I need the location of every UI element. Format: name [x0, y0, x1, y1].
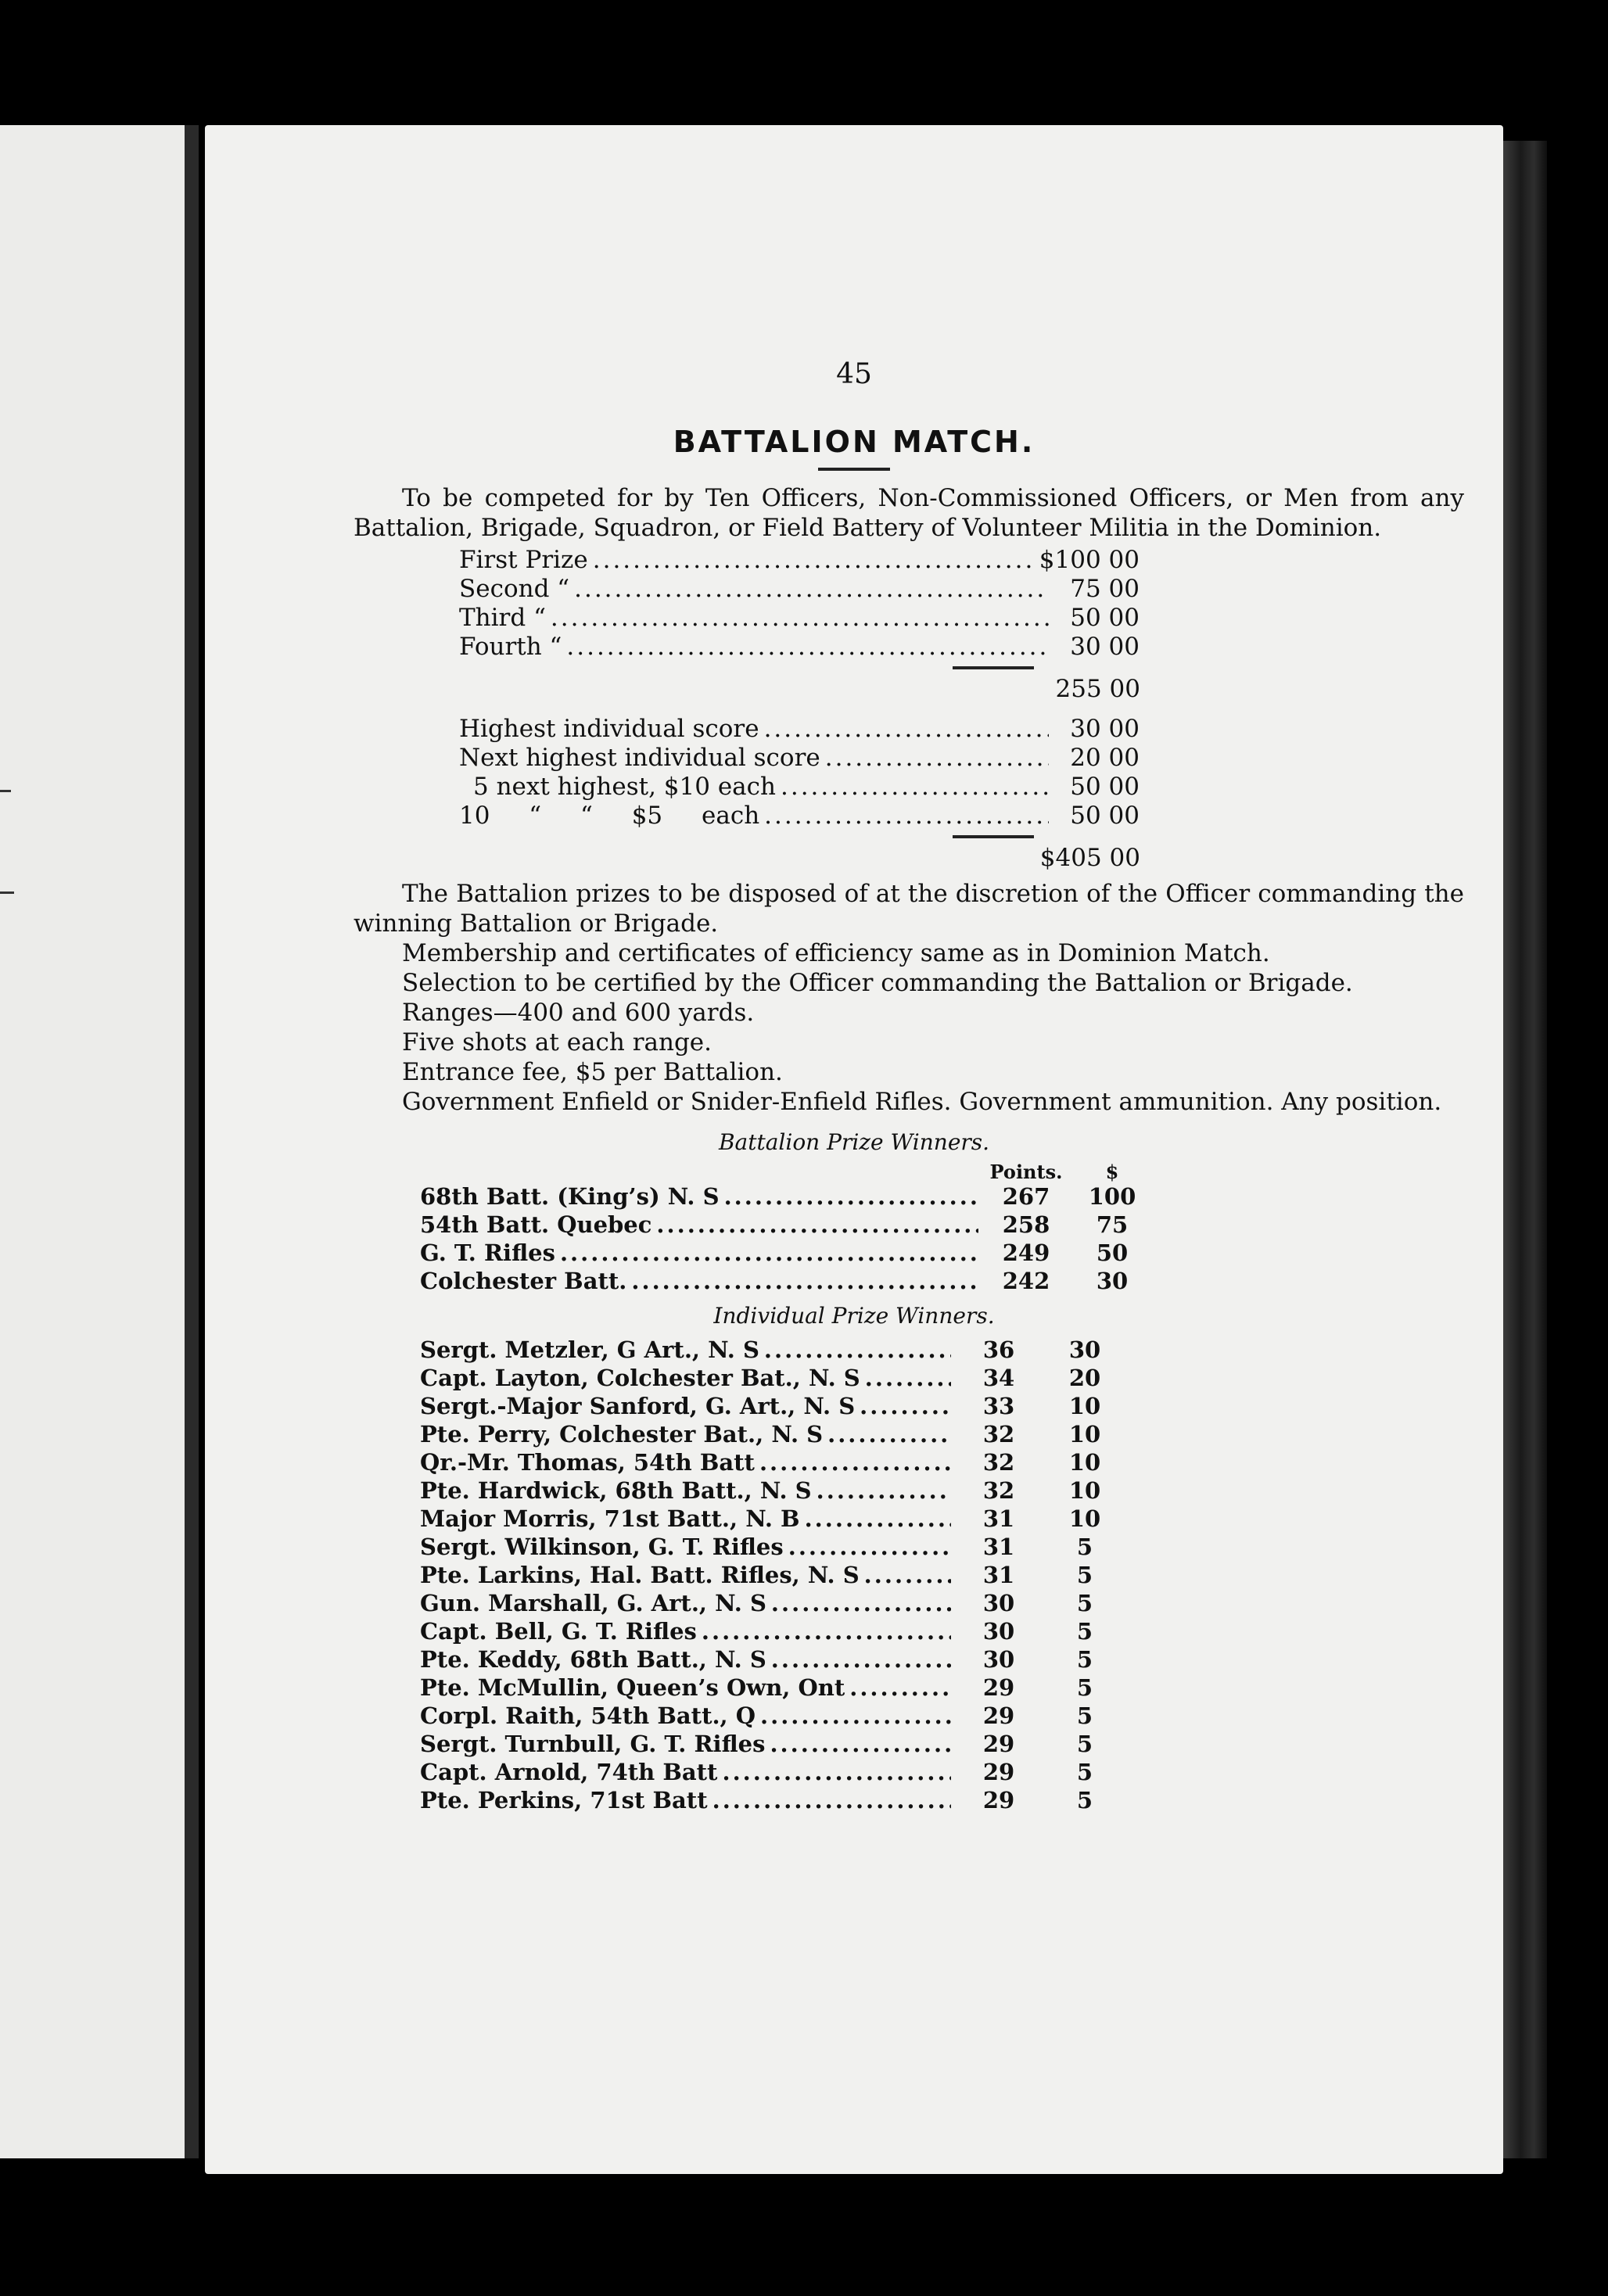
prize-row: Second “ ..... 75 00	[459, 575, 1140, 604]
book-page	[205, 125, 1503, 2174]
title-rule	[818, 468, 890, 471]
table-row: Capt. Arnold, 74th Batt ..... 29 5	[420, 1758, 1128, 1786]
rules-paragraph: Entrance fee, $5 per Battalion.	[402, 1058, 783, 1086]
table-row: 68th Batt. (King’s) N. S ..... 267 100	[420, 1182, 1155, 1211]
table-row: Pte. Perry, Colchester Bat., N. S ..... 32 10	[420, 1420, 1128, 1448]
prize-list	[459, 546, 1140, 662]
prize-row: 10 “ “ $5 each ..... 50 00	[459, 802, 1140, 831]
rules-paragraph: Five shots at each range.	[402, 1028, 712, 1057]
table-row: G. T. Rifles ..... 249 50	[420, 1239, 1155, 1267]
battalion-winners-heading: Battalion Prize Winners.	[718, 1129, 990, 1155]
individual-prize-list	[459, 715, 1140, 831]
table-row: Pte. Hardwick, 68th Batt., N. S ..... 32 10	[420, 1476, 1128, 1505]
table-row: Capt. Bell, G. T. Rifles ..... 30 5	[420, 1617, 1128, 1645]
table-row: Sergt.-Major Sanford, G. Art., N. S ..... 33 10	[420, 1392, 1128, 1420]
table-row: Capt. Layton, Colchester Bat., N. S ..... 34 20	[420, 1364, 1128, 1392]
rules-paragraph: The Battalion prizes to be disposed of at the discretion of the Officer commanding the winning Battalion or Brigade.	[354, 880, 1464, 938]
total-rule	[953, 835, 1034, 838]
rules-paragraph: Membership and certificates of efficiency same as in Dominion Match.	[402, 939, 1270, 967]
table-row: Colchester Batt. ..... 242 30	[420, 1267, 1155, 1295]
facing-page-mark	[0, 891, 14, 894]
table-row: Sergt. Turnbull, G. T. Rifles ..... 29 5	[420, 1730, 1128, 1758]
prize-row: 5 next highest, $10 each ..... 50 00	[459, 773, 1140, 802]
prize-row: Highest individual score ..... 30 00	[459, 715, 1140, 744]
rules-paragraph: Ranges—400 and 600 yards.	[402, 999, 755, 1027]
table-row: Major Morris, 71st Batt., N. B ..... 31 10	[420, 1505, 1128, 1533]
winners-column-headers	[420, 1162, 1155, 1182]
book-page-edges	[1503, 141, 1547, 2158]
prizes-subtotal: 255 00	[1055, 675, 1140, 703]
prize-column-header: $	[1105, 1161, 1119, 1183]
table-row: 54th Batt. Quebec ..... 258 75	[420, 1211, 1155, 1239]
prize-row: Next highest individual score ..... 20 00	[459, 744, 1140, 773]
intro-paragraph: To be competed for by Ten Officers, Non-Commissioned Officers, or Men from any Battalion, Brigade, Squadron, or Field Battery of Volunteer Militia in the Dominion.	[354, 484, 1464, 542]
rules-paragraph: Government Enfield or Snider-Enfield Rifles. Government ammunition. Any position.	[402, 1088, 1442, 1116]
points-column-header: Points.	[989, 1161, 1063, 1183]
page-title: BATTALION MATCH.	[673, 425, 1036, 459]
table-row: Pte. McMullin, Queen’s Own, Ont ..... 29 5	[420, 1674, 1128, 1702]
table-row: Gun. Marshall, G. Art., N. S ..... 30 5	[420, 1589, 1128, 1617]
page-number: 45	[836, 358, 872, 390]
battalion-winners-table	[420, 1162, 1155, 1295]
individual-winners-table	[420, 1336, 1128, 1814]
book-gutter	[185, 125, 199, 2158]
table-row: Pte. Keddy, 68th Batt., N. S ..... 30 5	[420, 1645, 1128, 1674]
table-row: Pte. Perkins, 71st Batt ..... 29 5	[420, 1786, 1128, 1814]
table-row: Qr.-Mr. Thomas, 54th Batt ..... 32 10	[420, 1448, 1128, 1476]
facing-page	[0, 125, 196, 2158]
table-row: Sergt. Metzler, G Art., N. S ..... 36 30	[420, 1336, 1128, 1364]
table-row: Pte. Larkins, Hal. Batt. Rifles, N. S ..... 31 5	[420, 1561, 1128, 1589]
prize-row: Fourth “ ..... 30 00	[459, 633, 1140, 662]
page-content	[354, 360, 1464, 1814]
individual-winners-heading: Individual Prize Winners.	[713, 1303, 995, 1329]
table-row: Corpl. Raith, 54th Batt., Q ..... 29 5	[420, 1702, 1128, 1730]
rules-paragraph: Selection to be certified by the Officer commanding the Battalion or Brigade.	[402, 969, 1353, 997]
prize-row: First Prize ..... $100 00	[459, 546, 1140, 575]
grand-total: $405 00	[1039, 844, 1140, 872]
subtotal-rule	[953, 666, 1034, 669]
table-row: Sergt. Wilkinson, G. T. Rifles ..... 31 5	[420, 1533, 1128, 1561]
prize-row: Third “ ..... 50 00	[459, 604, 1140, 633]
facing-page-mark	[0, 790, 11, 792]
